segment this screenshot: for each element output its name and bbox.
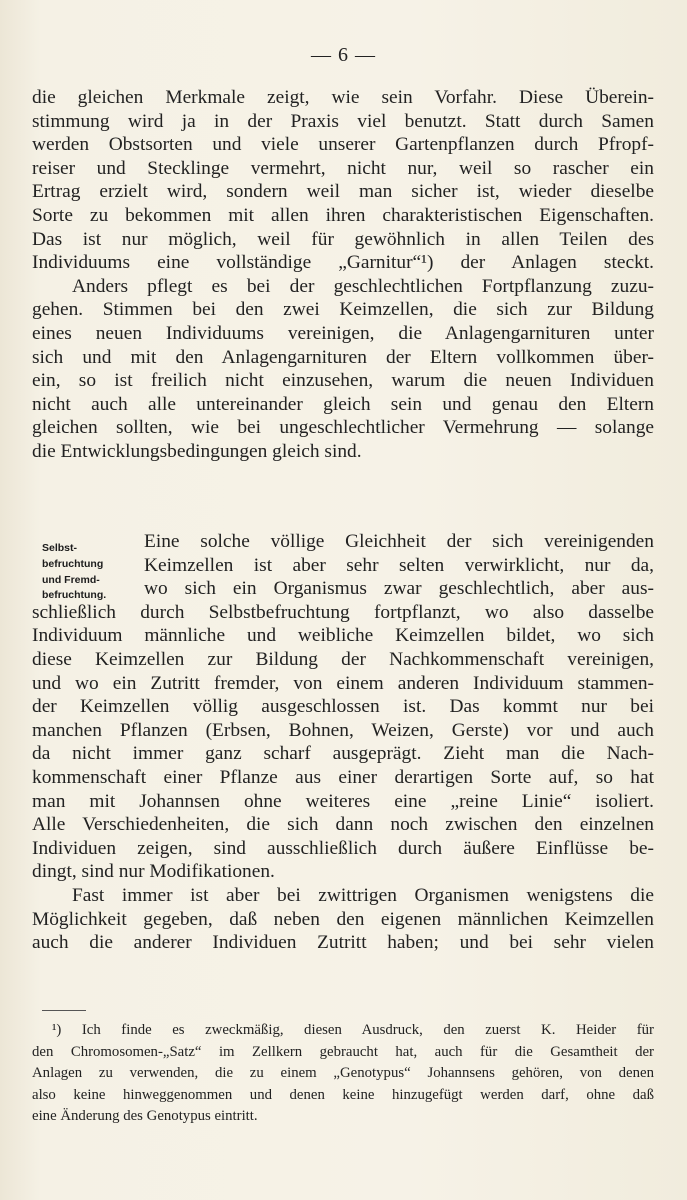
text-line: ein, so ist freilich nicht einzusehen, warum die neuen Individuen bbox=[32, 370, 654, 392]
text-line: Individuums eine vollständige „Garnitur“¹) der Anlagen steckt. bbox=[32, 252, 654, 274]
text-line: man mit Johannsen ohne weiteres eine „reine Linie“ isoliert. bbox=[32, 790, 654, 812]
text-line: der Keimzellen völlig ausgeschlossen ist. Das kommt nur bei bbox=[32, 696, 654, 718]
margin-note-line: befruchtung. bbox=[42, 589, 107, 602]
text-line: eines neuen Individuums vereinigen, die Anlagengarnituren unter bbox=[32, 322, 654, 344]
text-line: manchen Pflanzen (Erbsen, Bohnen, Weizen, Gerste) vor und auch bbox=[32, 719, 654, 741]
text-line: Alle Verschiedenheiten, die sich dann noch zwischen den einzelnen bbox=[32, 814, 654, 836]
text-line: sich und mit den Anlagengarnituren der Eltern vollkommen über- bbox=[32, 346, 654, 368]
text-line: Sorte zu bekommen mit allen ihren charakteristischen Eigenschaften. bbox=[32, 204, 654, 226]
text-line: und wo ein Zutritt fremder, von einem anderen Individuum stammen- bbox=[32, 672, 654, 694]
footnote-line: den Chromosomen-„Satz“ im Zellkern gebraucht hat, auch für die Gesamtheit der bbox=[32, 1043, 654, 1060]
margin-note-line: Selbst- bbox=[42, 542, 78, 554]
text-line: kommenschaft einer Pflanze aus einer derartigen Sorte auf, so hat bbox=[32, 766, 654, 788]
text-line: gleichen sollten, wie bei ungeschlechtlicher Vermehrung — solange bbox=[32, 417, 654, 439]
text-line: Ertrag erzielt wird, sondern weil man sicher ist, wieder dieselbe bbox=[32, 181, 654, 203]
text-line: Keimzellen ist aber sehr selten verwirklicht, nur da, bbox=[144, 554, 654, 576]
text-line: schließlich durch Selbstbefruchtung fortpflanzt, wo also dasselbe bbox=[32, 601, 654, 623]
text-line: diese Keimzellen zur Bildung der Nachkommenschaft vereinigen, bbox=[32, 648, 654, 670]
text-line: werden Obstsorten und viele unserer Gartenpflanzen durch Pfropf- bbox=[32, 134, 654, 156]
text-line: die gleichen Merkmale zeigt, wie sein Vorfahr. Diese Überein- bbox=[32, 87, 654, 108]
main-text-bottom bbox=[32, 601, 654, 955]
main-text-top bbox=[32, 86, 654, 464]
main-text-indented bbox=[144, 530, 654, 601]
text-line: Individuum männliche und weibliche Keimzellen bildet, wo sich bbox=[32, 625, 654, 647]
text-line: auch die anderer Individuen Zutritt haben; und bei sehr vielen bbox=[32, 932, 654, 954]
margin-note-line: befruchtung bbox=[42, 557, 104, 570]
text-line: dingt, sind nur Modifikationen. bbox=[32, 861, 275, 883]
footnote-rule bbox=[42, 1010, 86, 1011]
text-line: Fast immer ist aber bei zwittrigen Organismen wenigstens die bbox=[72, 884, 654, 906]
text-line: Anders pflegt es bei der geschlechtlichen Fortpflanzung zuzu- bbox=[72, 275, 654, 297]
text-line: die Entwicklungsbedingungen gleich sind. bbox=[32, 440, 362, 462]
footnote-line: ¹) Ich finde es zweckmäßig, diesen Ausdruck, den zuerst K. Heider für bbox=[52, 1022, 654, 1038]
footnote bbox=[32, 1020, 654, 1128]
text-line: Eine solche völlige Gleichheit der sich vereinigenden bbox=[144, 531, 654, 552]
footnote-line: Anlagen zu verwenden, die zu einem „Genotypus“ Johannsens gehören, von denen bbox=[32, 1065, 654, 1081]
footnote-line: also keine hinweggenommen und denen keine hinzugefügt werden darf, ohne daß bbox=[32, 1086, 654, 1103]
page-number: — 6 — bbox=[311, 44, 376, 66]
text-line: gehen. Stimmen bei den zwei Keimzellen, die sich zur Bildung bbox=[32, 299, 654, 321]
text-line: stimmung wird ja in der Praxis viel benutzt. Statt durch Samen bbox=[32, 110, 654, 132]
footnote-line: eine Änderung des Genotypus eintritt. bbox=[32, 1108, 258, 1124]
margin-note bbox=[42, 541, 138, 604]
margin-note-line: und Fremd- bbox=[42, 573, 100, 586]
text-line: wo sich ein Organismus zwar geschlechtlich, aber aus- bbox=[144, 578, 654, 600]
text-line: reiser und Stecklinge vermehrt, nicht nur, weil so rascher ein bbox=[32, 157, 654, 179]
text-line: nicht auch alle untereinander gleich sein und genau den Eltern bbox=[32, 393, 654, 415]
text-line: Individuen zeigen, sind ausschließlich durch äußere Einflüsse be- bbox=[32, 837, 654, 859]
text-line: Das ist nur möglich, weil für gewöhnlich in allen Teilen des bbox=[32, 228, 654, 250]
text-line: da nicht immer ganz scharf ausgeprägt. Zieht man die Nach- bbox=[32, 743, 654, 765]
text-line: Möglichkeit gegeben, daß neben den eigenen männlichen Keimzellen bbox=[32, 908, 654, 930]
